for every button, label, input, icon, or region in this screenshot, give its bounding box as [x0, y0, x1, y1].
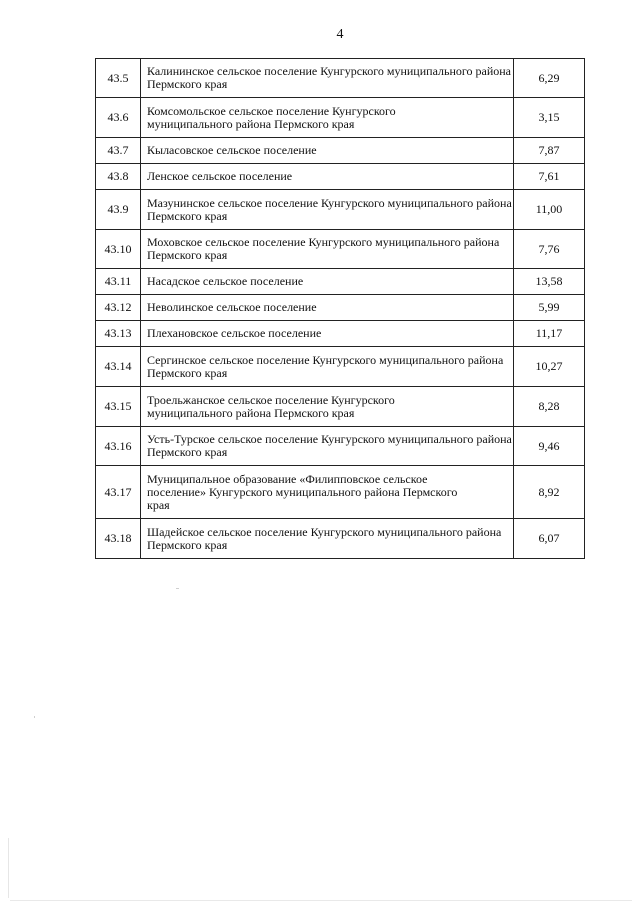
row-number: 43.5	[96, 59, 141, 98]
page-number: 4	[336, 27, 344, 42]
value-cell: 5,99	[514, 295, 585, 321]
value-cell: 11,00	[514, 190, 585, 230]
scan-artifact-mark	[10, 900, 632, 901]
settlement-name	[141, 59, 514, 98]
settlement-name-text: Комсомольское сельское поселение Кунгурского муниципального района Пермского края	[147, 103, 396, 131]
settlement-name-text: Троельжанское сельское поселение Кунгурского муниципального района Пермского края	[147, 392, 395, 420]
table-row	[96, 230, 585, 269]
table-row	[96, 427, 585, 466]
table-row	[96, 190, 585, 230]
table-row	[96, 138, 585, 164]
row-number: 43.12	[96, 295, 141, 321]
table-row	[96, 466, 585, 519]
settlement-name: Ленское сельское поселение	[141, 164, 514, 190]
settlement-name-text: Усть-Турское сельское поселение Кунгурского муниципального района Пермского края	[147, 432, 512, 459]
settlement-name: Насадское сельское поселение	[141, 269, 514, 295]
settlement-name-text: Сергинское сельское поселение Кунгурского муниципального района Пермского края	[147, 352, 504, 380]
table-row	[96, 98, 585, 138]
row-number: 43.7	[96, 138, 141, 164]
row-number: 43.11	[96, 269, 141, 295]
table-row	[96, 295, 585, 321]
value-cell: 9,46	[514, 427, 585, 466]
settlement-name	[141, 387, 514, 427]
row-number: 43.10	[96, 230, 141, 269]
settlement-name	[141, 466, 514, 519]
row-number: 43.17	[96, 466, 141, 519]
settlement-name	[141, 190, 514, 230]
value-cell: 7,87	[514, 138, 585, 164]
value-cell: 6,07	[514, 519, 585, 559]
settlement-name: Неволинское сельское поселение	[141, 295, 514, 321]
row-number: 43.18	[96, 519, 141, 559]
value-cell: 8,92	[514, 466, 585, 519]
settlement-name	[141, 347, 514, 387]
value-cell: 11,17	[514, 321, 585, 347]
settlement-name	[141, 98, 514, 138]
settlement-name	[141, 427, 514, 466]
settlement-name	[141, 519, 514, 559]
table-row	[96, 269, 585, 295]
row-number: 43.16	[96, 427, 141, 466]
value-cell: 3,15	[514, 98, 585, 138]
row-number: 43.13	[96, 321, 141, 347]
settlement-name-text: Калининское сельское поселение Кунгурского муниципального района Пермского края	[147, 64, 512, 91]
table-row	[96, 321, 585, 347]
table-row	[96, 347, 585, 387]
row-number: 43.14	[96, 347, 141, 387]
row-number: 43.6	[96, 98, 141, 138]
settlement-name: Кыласовское сельское поселение	[141, 138, 514, 164]
value-cell: 7,61	[514, 164, 585, 190]
value-cell: 7,76	[514, 230, 585, 269]
table-row	[96, 387, 585, 427]
settlement-name-text: Шадейское сельское поселение Кунгурского муниципального района Пермского края	[147, 524, 502, 552]
settlement-name	[141, 230, 514, 269]
value-cell: 13,58	[514, 269, 585, 295]
row-number: 43.15	[96, 387, 141, 427]
table-row	[96, 59, 585, 98]
scan-artifact-mark	[34, 716, 35, 718]
table-row	[96, 519, 585, 559]
allocation-table	[95, 58, 585, 559]
row-number: 43.9	[96, 190, 141, 230]
scan-artifact-mark	[176, 588, 179, 589]
value-cell: 10,27	[514, 347, 585, 387]
settlement-name-text: Муниципальное образование «Филипповское сельское поселение» Кунгурского муниципального района Пермского края	[147, 471, 458, 512]
settlement-name: Плехановское сельское поселение	[141, 321, 514, 347]
scan-artifact-mark	[8, 838, 9, 898]
value-cell: 8,28	[514, 387, 585, 427]
settlement-name-text: Мазунинское сельское поселение Кунгурского муниципального района Пермского края	[147, 195, 512, 223]
settlement-name-text: Моховское сельское поселение Кунгурского муниципального района Пермского края	[147, 235, 500, 262]
row-number: 43.8	[96, 164, 141, 190]
table-row	[96, 164, 585, 190]
value-cell: 6,29	[514, 59, 585, 98]
